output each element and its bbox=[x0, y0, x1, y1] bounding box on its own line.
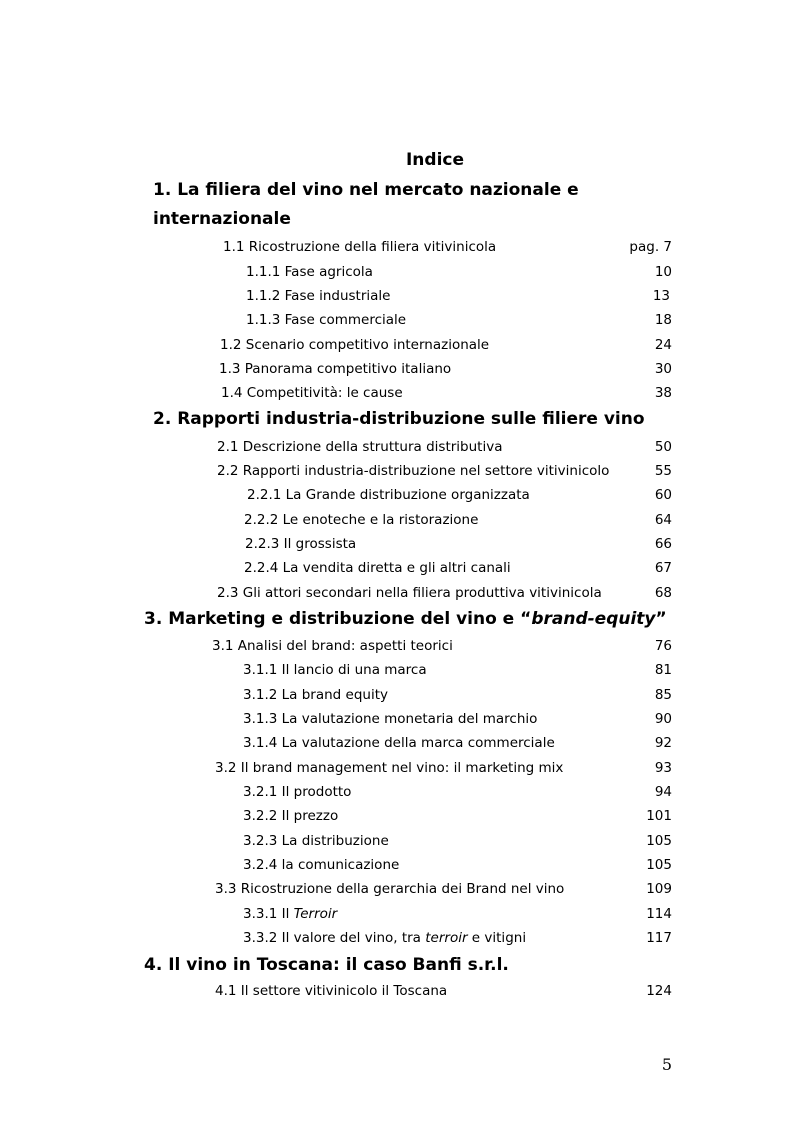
toc-entry-2-2-2: 2.2.2 Le enoteche e la ristorazione bbox=[244, 512, 479, 528]
chapter-1-title-line1: 1. La filiera del vino nel mercato nazionale e bbox=[153, 180, 579, 200]
toc-page-2-2-3: 66 bbox=[654, 536, 672, 552]
toc-page-3-2-4: 105 bbox=[646, 857, 672, 873]
toc-entry-3-3-1-italic: Terroir bbox=[293, 906, 338, 922]
page-number: 5 bbox=[661, 1055, 672, 1074]
toc-entry-1-4: 1.4 Competitività: le cause bbox=[221, 385, 403, 401]
toc-entry-3-2: 3.2 Il brand management nel vino: il marketing mix bbox=[215, 760, 564, 776]
toc-page-3-2-3: 105 bbox=[646, 833, 672, 849]
toc-page-1-1: pag. 7 bbox=[629, 239, 672, 255]
toc-page-3-1-4: 92 bbox=[654, 735, 672, 751]
toc-page-2-2-2: 64 bbox=[654, 512, 672, 528]
toc-entry-3-1: 3.1 Analisi del brand: aspetti teorici bbox=[212, 638, 453, 654]
chapter-3-title-italic: brand-equity bbox=[531, 609, 656, 629]
toc-page-2-2-4: 67 bbox=[654, 560, 672, 576]
toc-entry-3-1-2: 3.1.2 La brand equity bbox=[243, 687, 388, 703]
toc-page-1-2: 24 bbox=[654, 337, 672, 353]
toc-entry-2-1: 2.1 Descrizione della struttura distributiva bbox=[217, 439, 503, 455]
toc-entry-1-3: 1.3 Panorama competitivo italiano bbox=[219, 361, 452, 377]
toc-entry-2-2-1: 2.2.1 La Grande distribuzione organizzata bbox=[247, 487, 530, 503]
toc-page-2-3: 68 bbox=[654, 585, 672, 601]
toc-entry-3-1-3: 3.1.3 La valutazione monetaria del marchio bbox=[243, 711, 538, 727]
toc-entry-1-1-2: 1.1.2 Fase industriale bbox=[246, 288, 391, 304]
toc-entry-3-3-2-text-end: e vitigni bbox=[467, 930, 527, 946]
chapter-3-title bbox=[144, 609, 667, 629]
toc-page-3-1: 76 bbox=[654, 638, 672, 654]
page-title: Indice bbox=[405, 150, 465, 170]
toc-entry-2-2-4: 2.2.4 La vendita diretta e gli altri canali bbox=[244, 560, 511, 576]
chapter-4-title: 4. Il vino in Toscana: il caso Banfi s.r.l. bbox=[144, 955, 509, 975]
chapter-2-title: 2. Rapporti industria-distribuzione sulle filiere vino bbox=[153, 409, 645, 429]
toc-page-3-3-1: 114 bbox=[646, 906, 672, 922]
toc-page-2-1: 50 bbox=[654, 439, 672, 455]
toc-page-3-2-1: 94 bbox=[654, 784, 672, 800]
toc-page-3-2-2: 101 bbox=[646, 808, 672, 824]
toc-page-4-1: 124 bbox=[646, 983, 672, 999]
toc-page-2-2-1: 60 bbox=[654, 487, 672, 503]
toc-page-3-2: 93 bbox=[654, 760, 672, 776]
toc-entry-3-2-3: 3.2.3 La distribuzione bbox=[243, 833, 389, 849]
toc-entry-1-2: 1.2 Scenario competitivo internazionale bbox=[220, 337, 490, 353]
toc-entry-3-3: 3.3 Ricostruzione della gerarchia dei Brand nel vino bbox=[215, 881, 565, 897]
toc-entry-3-2-4: 3.2.4 la comunicazione bbox=[243, 857, 400, 873]
toc-page-1-3: 30 bbox=[654, 361, 672, 377]
toc-entry-1-1: 1.1 Ricostruzione della filiera vitivinicola bbox=[223, 239, 497, 255]
toc-entry-3-2-1: 3.2.1 Il prodotto bbox=[243, 784, 352, 800]
toc-page-1-4: 38 bbox=[654, 385, 672, 401]
toc-entry-3-2-2: 3.2.2 Il prezzo bbox=[243, 808, 339, 824]
chapter-1-title-line2: internazionale bbox=[153, 209, 291, 229]
toc-page-3-3: 109 bbox=[646, 881, 672, 897]
toc-page-2-2: 55 bbox=[654, 463, 672, 479]
toc-entry-3-1-1: 3.1.1 Il lancio di una marca bbox=[243, 662, 427, 678]
toc-page-1-1-2: 13 bbox=[652, 288, 670, 304]
toc-entry-4-1: 4.1 Il settore vitivinicolo il Toscana bbox=[215, 983, 448, 999]
toc-entry-1-1-1: 1.1.1 Fase agricola bbox=[246, 264, 373, 280]
toc-entry-3-3-2 bbox=[243, 930, 526, 946]
toc-entry-3-3-2-text: 3.3.2 Il valore del vino, tra bbox=[243, 930, 426, 946]
toc-page-3-1-1: 81 bbox=[654, 662, 672, 678]
toc-entry-2-2-3: 2.2.3 Il grossista bbox=[245, 536, 357, 552]
chapter-3-title-text: 3. Marketing e distribuzione del vino e “ bbox=[144, 609, 532, 629]
toc-page-1-1-1: 10 bbox=[654, 264, 672, 280]
toc-entry-3-3-1 bbox=[243, 906, 337, 922]
toc-entry-3-3-1-text: 3.3.1 Il bbox=[243, 906, 294, 922]
toc-entry-2-3: 2.3 Gli attori secondari nella filiera produttiva vitivinicola bbox=[217, 585, 602, 601]
toc-page-3-3-2: 117 bbox=[646, 930, 672, 946]
toc-page-3-1-3: 90 bbox=[654, 711, 672, 727]
toc-entry-3-1-4: 3.1.4 La valutazione della marca commerciale bbox=[243, 735, 555, 751]
toc-page-3-1-2: 85 bbox=[654, 687, 672, 703]
toc-entry-1-1-3: 1.1.3 Fase commerciale bbox=[246, 312, 407, 328]
toc-page-1-1-3: 18 bbox=[654, 312, 672, 328]
chapter-3-title-close: ” bbox=[655, 609, 667, 629]
toc-entry-2-2: 2.2 Rapporti industria-distribuzione nel settore vitivinicolo bbox=[217, 463, 610, 479]
toc-entry-3-3-2-italic: terroir bbox=[425, 930, 468, 946]
